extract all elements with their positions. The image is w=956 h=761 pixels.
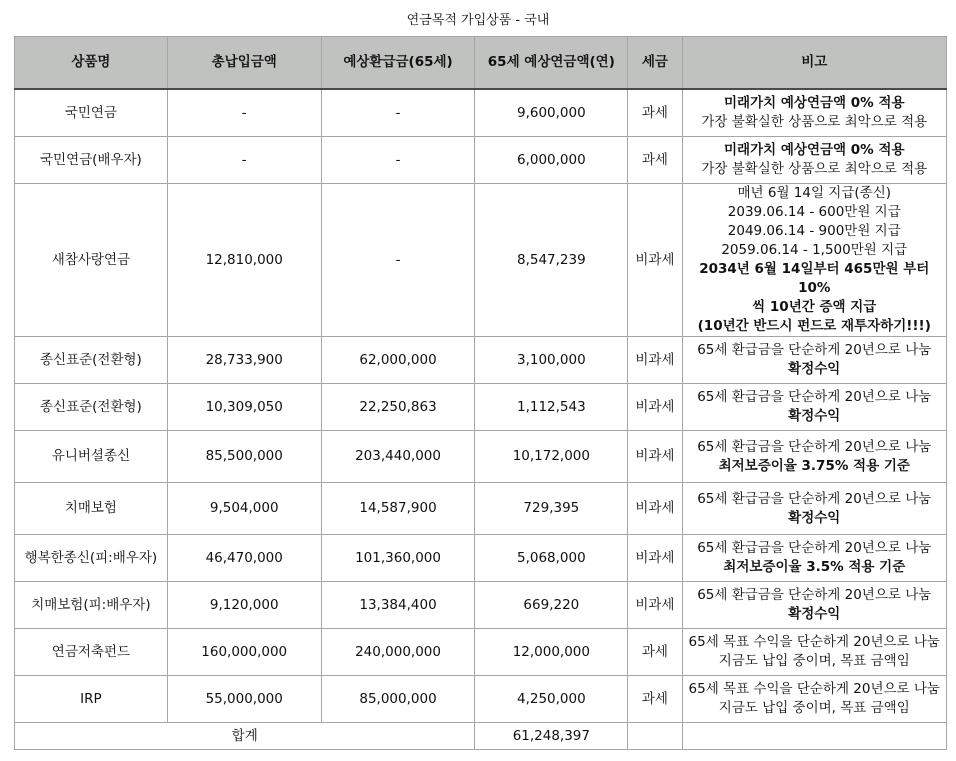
cell-expected-refund: - xyxy=(321,89,475,137)
note-line: 최저보증이율 3.75% 적용 기준 xyxy=(718,457,910,474)
cell-annual-pension: 4,250,000 xyxy=(475,676,628,723)
cell-expected-refund: 240,000,000 xyxy=(321,629,475,676)
cell-expected-refund: 85,000,000 xyxy=(321,676,475,723)
cell-note xyxy=(682,676,946,723)
cell-tax: 비과세 xyxy=(628,535,682,582)
cell-note xyxy=(682,384,946,431)
cell-product-name: 행복한종신(피:배우자) xyxy=(15,535,168,582)
note-line: 65세 환급금을 단순하게 20년으로 나눔 xyxy=(697,587,932,603)
pension-products-table xyxy=(14,36,947,750)
note-line: 65세 목표 수익을 단순하게 20년으로 나눔 xyxy=(688,634,940,650)
cell-product-name: IRP xyxy=(15,676,168,723)
cell-total-paid: 85,500,000 xyxy=(167,431,321,483)
cell-annual-pension: 9,600,000 xyxy=(475,89,628,137)
header-product-name: 상품명 xyxy=(15,37,168,90)
cell-expected-refund: - xyxy=(321,184,475,337)
table-row xyxy=(15,337,947,384)
cell-product-name: 치매보험(피:배우자) xyxy=(15,582,168,629)
cell-product-name: 새참사랑연금 xyxy=(15,184,168,337)
table-body xyxy=(15,89,947,750)
cell-annual-pension: 10,172,000 xyxy=(475,431,628,483)
cell-product-name: 치매보험 xyxy=(15,483,168,535)
header-note: 비고 xyxy=(682,37,946,90)
cell-expected-refund: 22,250,863 xyxy=(321,384,475,431)
cell-annual-pension: 1,112,543 xyxy=(475,384,628,431)
table-row xyxy=(15,384,947,431)
note-line: 지금도 납입 중이며, 목표 금액임 xyxy=(718,653,910,669)
cell-expected-refund: 14,587,900 xyxy=(321,483,475,535)
note-line: 65세 환급금을 단순하게 20년으로 나눔 xyxy=(697,490,932,507)
note-line: 2039.06.14 - 600만원 지급 xyxy=(727,204,901,220)
note-line: 미래가치 예상연금액 0% 적용 xyxy=(724,142,905,158)
note-line: 65세 환급금을 단순하게 20년으로 나눔 xyxy=(697,438,932,455)
cell-total-tax xyxy=(628,723,682,750)
table-total-row xyxy=(15,723,947,750)
cell-product-name: 종신표준(전환형) xyxy=(15,337,168,384)
note-line: 확정수익 xyxy=(788,361,841,377)
cell-tax: 과세 xyxy=(628,676,682,723)
cell-note xyxy=(682,431,946,483)
note-line: 미래가치 예상연금액 0% 적용 xyxy=(724,95,905,111)
cell-expected-refund: 203,440,000 xyxy=(321,431,475,483)
cell-expected-refund: 62,000,000 xyxy=(321,337,475,384)
note-line: 가장 불확실한 상품으로 최악으로 적용 xyxy=(701,161,928,177)
cell-annual-pension: 5,068,000 xyxy=(475,535,628,582)
header-annual-pension: 65세 예상연금액(연) xyxy=(475,37,628,90)
cell-annual-pension: 8,547,239 xyxy=(475,184,628,337)
cell-tax: 비과세 xyxy=(628,582,682,629)
table-row xyxy=(15,184,947,337)
note-line: (10년간 반드시 펀드로 재투자하기!!!) xyxy=(697,318,931,334)
header-expected-refund: 예상환급금(65세) xyxy=(321,37,475,90)
cell-total-note xyxy=(682,723,946,750)
cell-annual-pension: 729,395 xyxy=(475,483,628,535)
cell-product-name: 연금저축펀드 xyxy=(15,629,168,676)
cell-tax: 과세 xyxy=(628,137,682,184)
note-line: 확정수익 xyxy=(788,606,841,622)
note-line: 매년 6월 14일 지급(종신) xyxy=(737,185,892,201)
note-line: 확정수익 xyxy=(788,509,841,526)
cell-tax: 비과세 xyxy=(628,184,682,337)
table-row xyxy=(15,676,947,723)
header-tax: 세금 xyxy=(628,37,682,90)
cell-note xyxy=(682,184,946,337)
table-row xyxy=(15,137,947,184)
cell-product-name: 유니버셜종신 xyxy=(15,431,168,483)
cell-product-name: 종신표준(전환형) xyxy=(15,384,168,431)
table-row xyxy=(15,483,947,535)
note-line: 65세 환급금을 단순하게 20년으로 나눔 xyxy=(697,540,932,556)
note-line: 씩 10년간 증액 지급 xyxy=(752,299,877,315)
cell-annual-pension: 3,100,000 xyxy=(475,337,628,384)
table-row xyxy=(15,535,947,582)
note-line: 지금도 납입 중이며, 목표 금액임 xyxy=(718,700,910,716)
cell-total-paid: 9,504,000 xyxy=(167,483,321,535)
cell-product-name: 국민연금(배우자) xyxy=(15,137,168,184)
cell-tax: 과세 xyxy=(628,629,682,676)
cell-total-paid: - xyxy=(167,89,321,137)
cell-annual-pension: 6,000,000 xyxy=(475,137,628,184)
cell-total-paid: 9,120,000 xyxy=(167,582,321,629)
table-row xyxy=(15,431,947,483)
cell-annual-pension: 669,220 xyxy=(475,582,628,629)
cell-expected-refund: 13,384,400 xyxy=(321,582,475,629)
cell-total-paid: - xyxy=(167,137,321,184)
cell-total-paid: 46,470,000 xyxy=(167,535,321,582)
cell-total-paid: 55,000,000 xyxy=(167,676,321,723)
document-title: 연금목적 가입상품 - 국내 xyxy=(406,13,550,28)
cell-product-name: 국민연금 xyxy=(15,89,168,137)
cell-note xyxy=(682,137,946,184)
note-line: 2034년 6월 14일부터 465만원 부터 10% xyxy=(699,261,930,296)
cell-expected-refund: - xyxy=(321,137,475,184)
cell-total-annual: 61,248,397 xyxy=(475,723,628,750)
note-line: 최저보증이율 3.5% 적용 기준 xyxy=(723,559,906,575)
cell-total-paid: 12,810,000 xyxy=(167,184,321,337)
cell-total-paid: 160,000,000 xyxy=(167,629,321,676)
cell-note xyxy=(682,337,946,384)
note-line: 65세 목표 수익을 단순하게 20년으로 나눔 xyxy=(688,681,940,697)
cell-note xyxy=(682,535,946,582)
table-row xyxy=(15,629,947,676)
cell-note xyxy=(682,629,946,676)
note-line: 가장 불확실한 상품으로 최악으로 적용 xyxy=(701,114,928,130)
table-row xyxy=(15,89,947,137)
note-line: 65세 환급금을 단순하게 20년으로 나눔 xyxy=(697,389,932,405)
cell-tax: 비과세 xyxy=(628,384,682,431)
cell-total-label: 합계 xyxy=(15,723,475,750)
note-line: 2059.06.14 - 1,500만원 지급 xyxy=(721,242,908,258)
note-line: 65세 환급금을 단순하게 20년으로 나눔 xyxy=(697,342,932,358)
cell-note xyxy=(682,582,946,629)
cell-note xyxy=(682,483,946,535)
cell-tax: 비과세 xyxy=(628,431,682,483)
cell-tax: 비과세 xyxy=(628,337,682,384)
cell-total-paid: 28,733,900 xyxy=(167,337,321,384)
table-header-row xyxy=(15,37,947,90)
cell-annual-pension: 12,000,000 xyxy=(475,629,628,676)
cell-note xyxy=(682,89,946,137)
cell-tax: 비과세 xyxy=(628,483,682,535)
note-line: 2049.06.14 - 900만원 지급 xyxy=(727,223,901,239)
header-total-paid: 총납입금액 xyxy=(167,37,321,90)
cell-expected-refund: 101,360,000 xyxy=(321,535,475,582)
cell-total-paid: 10,309,050 xyxy=(167,384,321,431)
cell-tax: 과세 xyxy=(628,89,682,137)
note-line: 확정수익 xyxy=(788,408,841,424)
table-row xyxy=(15,582,947,629)
